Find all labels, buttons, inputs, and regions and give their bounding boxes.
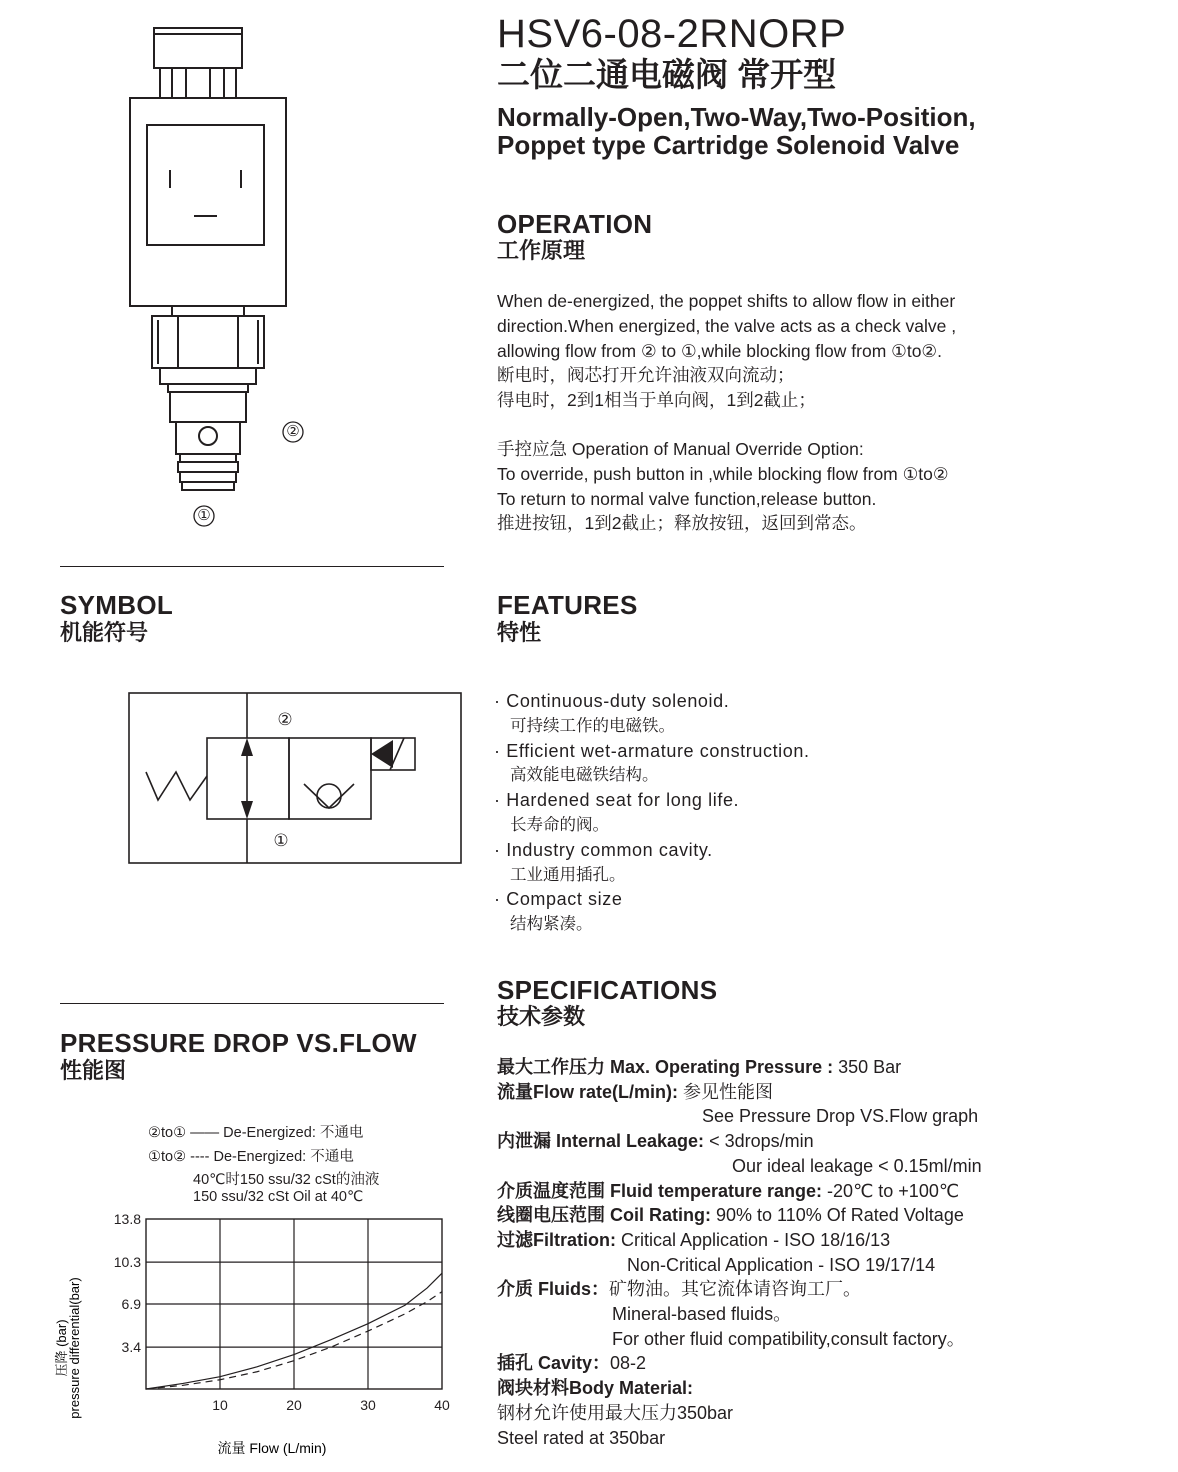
operation-line: When de-energized, the poppet shifts to allow flow in either — [497, 291, 956, 311]
oil-note-cn: 40℃时150 ssu/32 cSt的油液 — [193, 1172, 380, 1188]
spec-label: 流量Flow rate(L/min): — [497, 1081, 678, 1102]
spec-label: 介质温度范围 Fluid temperature range: — [497, 1180, 823, 1201]
spec-row — [497, 1229, 890, 1251]
chart-oil-note — [193, 1172, 379, 1206]
operation-heading: OPERATION — [497, 209, 653, 239]
spec-row — [732, 1155, 982, 1177]
operation-line: 得电时，2到1相当于单向阀，1到2截止； — [497, 390, 816, 411]
legend-solid — [148, 1121, 363, 1145]
feature-en: Compact size — [506, 889, 623, 910]
x-tick-label: 30 — [360, 1397, 376, 1413]
spec-row — [497, 1130, 814, 1152]
specifications-heading: SPECIFICATIONS — [497, 975, 718, 1005]
divider — [60, 566, 444, 567]
bullet: · — [494, 839, 501, 860]
legend-label: De-Energized: 不通电 — [223, 1125, 364, 1141]
symbol-heading-cn: 机能符号 — [60, 620, 149, 645]
spec-row — [612, 1303, 791, 1325]
legend-line-sample: —— — [190, 1125, 220, 1141]
title-chinese: 二位二通电磁阀 常开型 — [497, 56, 837, 93]
y-tick-label: 10.3 — [113, 1254, 141, 1271]
spec-value: 钢材允许使用最大压力350bar — [497, 1402, 734, 1423]
operation-line: allowing flow from ② to ①,while blocking flow from ①to②. — [497, 340, 942, 361]
override-line: To override, push button in ,while blocking flow from ①to② — [497, 463, 949, 484]
spec-value: Critical Application - ISO 18/16/13 — [616, 1229, 891, 1250]
feature-en: Hardened seat for long life. — [506, 790, 740, 811]
operation-heading-cn: 工作原理 — [497, 238, 586, 263]
x-tick-label: 40 — [434, 1397, 450, 1413]
spec-value: < 3drops/min — [704, 1131, 814, 1152]
chart-xlabel: 流量 Flow (L/min) — [217, 1440, 327, 1456]
spec-row — [497, 1402, 733, 1424]
spec-row — [497, 1204, 964, 1226]
coil-plate — [147, 125, 264, 245]
feature-item — [494, 739, 1094, 764]
bullet: · — [494, 691, 501, 711]
spec-value: 矿物油。其它流体请咨询工厂。 — [609, 1279, 861, 1300]
feature-en: Efficient wet-armature construction. — [506, 740, 810, 761]
spec-value: For other fluid compatibility,consult factory。 — [612, 1328, 965, 1349]
coil-housing — [130, 98, 286, 306]
spring-symbol — [146, 772, 207, 800]
features-heading: FEATURES — [497, 590, 638, 620]
spec-value: 90% to 110% Of Rated Voltage — [711, 1205, 964, 1226]
spec-value: Mineral-based fluids。 — [612, 1304, 792, 1324]
operation-line: 断电时，阀芯打开允许油液双向流动； — [497, 365, 795, 386]
solenoid-arrow — [371, 740, 393, 768]
feature-cn: 长寿命的阀。 — [510, 815, 609, 834]
feature-item — [494, 838, 1094, 863]
chart-legend — [148, 1121, 363, 1169]
spec-value: 08-2 — [610, 1353, 647, 1374]
spec-value: Our ideal leakage < 0.15ml/min — [732, 1155, 982, 1176]
spec-row — [497, 1056, 901, 1078]
pressure-drop-chart — [56, 1205, 466, 1465]
feature-cn: 高效能电磁铁结构。 — [510, 766, 659, 785]
spec-label: 插孔 Cavity： — [497, 1353, 611, 1374]
override-line: 推进按钮，1到2截止；释放按钮，返回到常态。 — [497, 513, 867, 534]
spec-row — [702, 1105, 978, 1127]
spec-value: See Pressure Drop VS.Flow graph — [702, 1106, 979, 1127]
spec-row — [497, 1180, 959, 1202]
x-tick-label: 10 — [212, 1397, 228, 1413]
spec-label: 内泄漏 Internal Leakage: — [497, 1131, 705, 1152]
symbol-port-1: ① — [273, 831, 289, 850]
bullet: · — [494, 889, 501, 910]
spec-value: Non-Critical Application - ISO 19/17/14 — [627, 1254, 936, 1275]
legend-dashed — [148, 1145, 363, 1169]
legend-label: De-Energized: 不通电 — [213, 1149, 354, 1165]
spec-row — [497, 1278, 861, 1300]
x-tick-label: 20 — [286, 1397, 302, 1413]
spec-row — [497, 1081, 773, 1103]
bullet: · — [494, 740, 501, 761]
chart-grid — [146, 1219, 442, 1389]
feature-cn: 结构紧凑。 — [510, 915, 593, 934]
spec-row — [497, 1352, 646, 1374]
override-text — [497, 437, 1057, 536]
legend-line-sample: ---- — [190, 1149, 210, 1165]
feature-en: Continuous-duty solenoid. — [506, 691, 730, 711]
spec-label: 阀块材料Body Material: — [497, 1378, 694, 1399]
valve-drawing — [120, 20, 320, 530]
chart-ylabel-en: pressure differential(bar) — [67, 1277, 82, 1419]
valve-port-2-label: ② — [286, 423, 300, 440]
spec-label: 最大工作压力 Max. Operating Pressure : — [497, 1057, 834, 1077]
title-english — [497, 103, 976, 159]
chart-ticks — [114, 1211, 450, 1413]
spec-label: 过滤Filtration: — [497, 1229, 616, 1250]
spec-row — [497, 1427, 665, 1449]
spec-value: Steel rated at 350bar — [497, 1427, 666, 1448]
feature-item — [494, 689, 1094, 714]
operation-text — [497, 289, 1057, 413]
bullet: · — [494, 790, 501, 811]
features-heading-cn: 特性 — [497, 620, 542, 645]
divider — [60, 1003, 444, 1004]
y-tick-label: 13.8 — [113, 1211, 141, 1227]
spec-value: 参见性能图 — [678, 1081, 774, 1102]
legend-marker: ①to② — [148, 1149, 187, 1165]
legend-marker: ②to① — [148, 1125, 187, 1141]
chart-ylabel-cn: 压降 (bar) — [54, 1319, 69, 1377]
y-tick-label: 6.9 — [121, 1296, 141, 1312]
pressure-drop-heading-cn: 性能图 — [60, 1058, 127, 1083]
override-line: 手控应急 Operation of Manual Override Option: — [497, 439, 864, 459]
valve-port-1-label: ① — [197, 507, 211, 524]
symbol-port-2: ② — [277, 710, 293, 729]
spec-label: 介质 Fluids： — [497, 1279, 609, 1300]
feature-item — [494, 788, 1094, 813]
title-english-line-1: Normally-Open,Two-Way,Two-Position, — [497, 102, 976, 132]
features-list — [494, 689, 1094, 937]
spec-value: -20℃ to +100℃ — [822, 1180, 960, 1201]
hex-nut — [152, 316, 264, 368]
spec-value: 350 Bar — [833, 1057, 902, 1077]
feature-item — [494, 887, 1094, 912]
spec-row — [497, 1377, 693, 1399]
feature-en: Industry common cavity. — [506, 839, 713, 860]
feature-cn: 工业通用插孔。 — [510, 865, 626, 884]
feature-cn: 可持续工作的电磁铁。 — [510, 716, 675, 735]
operation-line: direction.When energized, the valve acts as a check valve , — [497, 315, 957, 336]
spec-label: 线圈电压范围 Coil Rating: — [497, 1205, 711, 1226]
spec-row — [627, 1254, 935, 1276]
spec-row — [612, 1328, 965, 1350]
model-title: HSV6-08-2RNORP — [497, 12, 847, 56]
pressure-drop-heading: PRESSURE DROP VS.FLOW — [60, 1028, 417, 1058]
title-english-line-2: Poppet type Cartridge Solenoid Valve — [497, 130, 960, 160]
oil-note-en: 150 ssu/32 cSt Oil at 40℃ — [193, 1189, 364, 1205]
symbol-heading: SYMBOL — [60, 590, 174, 620]
y-tick-label: 3.4 — [121, 1339, 141, 1356]
specifications-heading-cn: 技术参数 — [497, 1004, 586, 1029]
check-ball — [317, 784, 341, 808]
override-line: To return to normal valve function,release button. — [497, 488, 877, 509]
